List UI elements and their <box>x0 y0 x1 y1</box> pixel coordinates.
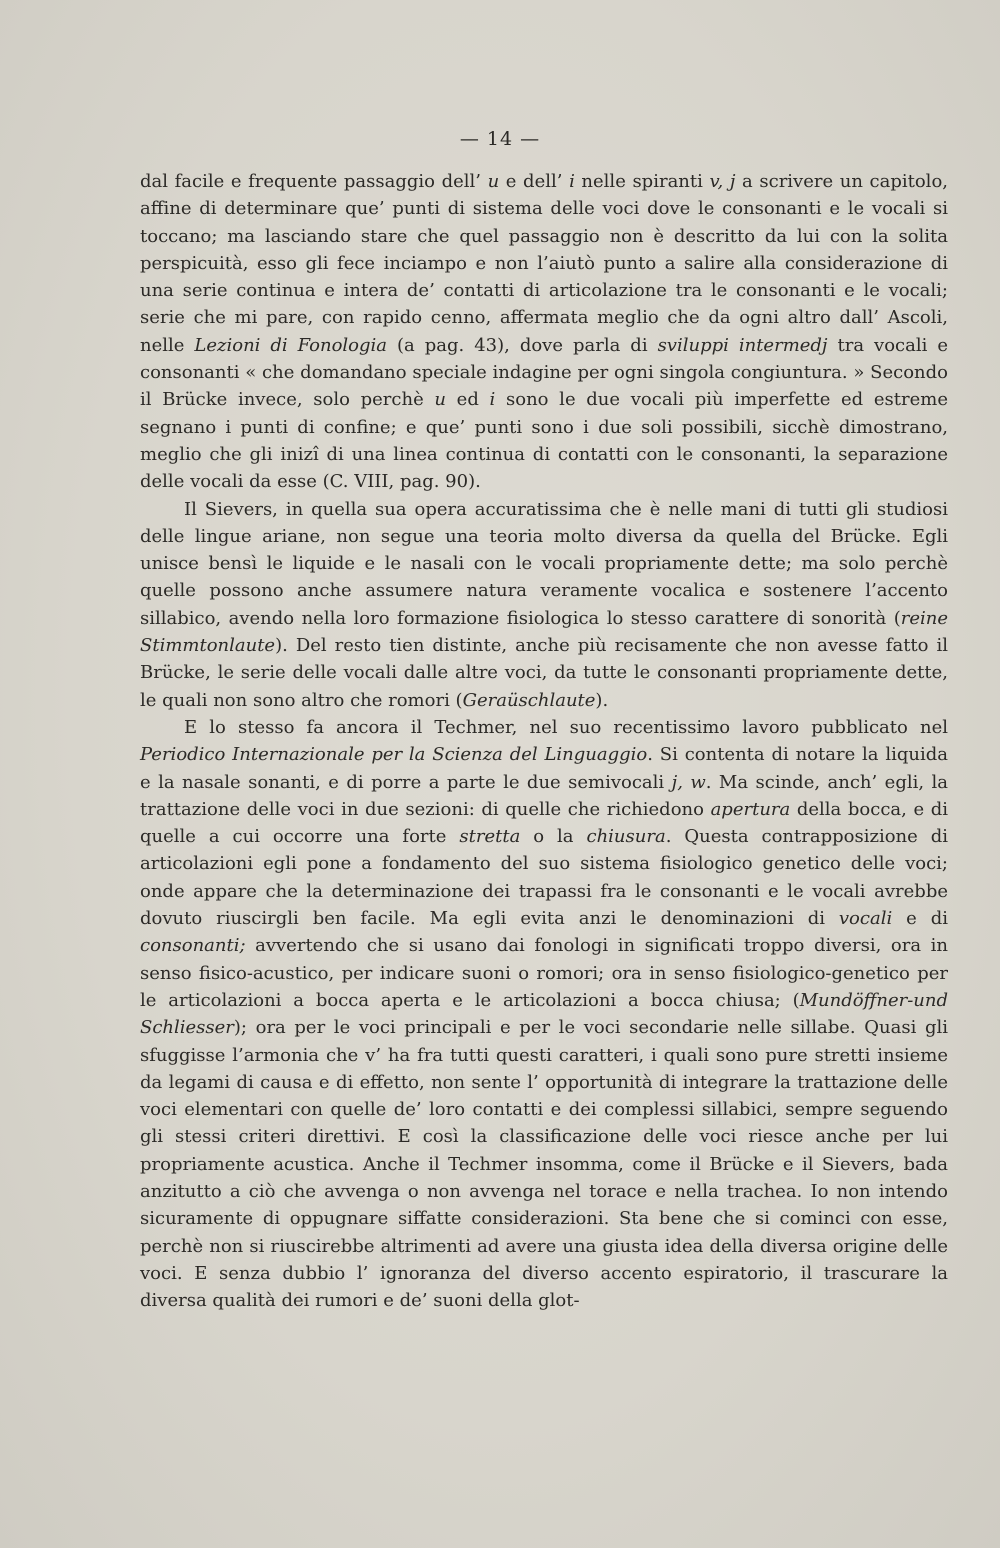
text-run: e dell’ <box>499 171 570 192</box>
italic-text: reine Stimmtonlaute <box>140 607 948 657</box>
text-run: o la <box>520 826 587 848</box>
paragraph <box>140 714 948 1315</box>
italic-text: sviluppi intermedj <box>657 334 828 356</box>
italic-text: vocali <box>838 908 893 930</box>
text-run: tra vocali e consonanti « che domandano speciale indagine per ogni singola congiuntura. » Secondo il Brücke invece, solo perchè <box>140 334 948 411</box>
paragraph <box>140 496 948 714</box>
italic-text: Geraüschlaute <box>462 689 596 711</box>
italic-text: u <box>487 171 500 192</box>
text-run: ). Del resto tien distinte, anche più recisamente che non avesse fatto il Brücke, le serie delle vocali dalle altre voci, da tutte le consonanti propriamente dette, le quali non sono altro che romori ( <box>140 635 948 711</box>
text-run: E lo stesso fa ancora il Techmer, nel suo recentissimo lavoro pubblicato nel <box>184 716 948 738</box>
text-run: sono le due vocali più imperfette ed estreme segnano i punti di confine; e que’ punti sono i due soli possibili, sicchè dimostrano, meglio che gli inizî di una linea continua di contatti con le consonanti, la separazione delle vocali da esse (C. VIII, pag. 90). <box>140 389 948 493</box>
italic-text: Lezioni di Fonologia <box>194 334 388 356</box>
italic-text: Periodico Internazionale per la Scienza del Linguaggio <box>140 744 648 766</box>
italic-text: apertura <box>710 798 791 820</box>
text-run: nelle spiranti <box>574 171 710 192</box>
text-run: a scrivere un capitolo, affine di determinare que’ punti di sistema delle voci dove le consonanti e le vocali si toccano; ma lasciando stare che quel passaggio non è descritto da lui con la solita perspicuità, esso gli fece inciampo e non l’aiutò punto a salire alla considerazione di una serie continua e intera de’ contatti di articolazione tra le consonanti e le vocali; serie che mi pare, con rapido cenno, affermata meglio che da ogni altro dall’ Ascoli, nelle <box>140 171 948 356</box>
page-number: — 14 — <box>459 128 541 150</box>
italic-text: chiusura <box>586 826 666 848</box>
text-run: . Si contenta di notare la liquida e la nasale sonanti, e di porre a parte le due semivocali <box>140 744 948 793</box>
text-run: (a pag. 43), dove parla di <box>387 334 658 356</box>
text-run: della bocca, e di quelle a cui occorre una forte <box>140 798 949 848</box>
italic-text: stretta <box>459 826 521 848</box>
italic-text: consonanti; <box>140 935 246 957</box>
text-run: ). <box>595 689 609 711</box>
text-run: avvertendo che si usano dai fonologi in significati troppo diversi, ora in senso fisico-acustico, per indicare suoni o romori; ora in senso fisiologico-genetico per le articolazioni a bocca aperta e le articolazioni a bocca chiusa; ( <box>140 935 948 1011</box>
italic-text: i <box>569 171 575 192</box>
paragraph <box>140 168 948 496</box>
text-run: Il Sievers, in quella sua opera accuratissima che è nelle mani di tutti gli studiosi delle lingue ariane, non segue una teoria molto diversa da quella del Brücke. Egli unisce bensì le liquide e le nasali con le vocali propriamente dette; ma solo perchè quelle possono anche assumere natura veramente vocalica e sostenere l’accento sillabico, avendo nella loro formazione fisiologica lo stesso carattere di sonorità ( <box>140 498 948 629</box>
italic-text: v, j <box>709 171 736 192</box>
text-run: . Questa contrapposizione di articolazioni egli pone a fondamento del suo sistema fisiologico genetico delle voci; onde appare che la determinazione dei trapassi fra le consonanti e le vocali avrebbe dovuto riuscirgli ben facile. Ma egli evita anzi le denominazioni di <box>140 826 949 930</box>
italic-text: Mundöffner-und Schliesser <box>140 989 948 1039</box>
italic-text: u <box>434 389 446 411</box>
text-run: . Ma scinde, anch’ egli, la trattazione delle voci in due sezioni: di quelle che richiedono <box>140 771 948 820</box>
italic-text: i <box>489 389 496 411</box>
text-body <box>140 168 948 1314</box>
text-run: dal facile e frequente passaggio dell’ <box>140 171 488 192</box>
italic-text: j, w <box>671 771 706 793</box>
text-run: ed <box>446 389 490 411</box>
text-run: ); ora per le voci principali e per le voci secondarie nelle sillabe. Quasi gli sfuggisse l’armonia che v’ ha fra tutti questi caratteri, i quali sono pure stretti insieme da legami di causa e di effetto, non sente l’ opportunità di integrare la trattazione delle voci elementari con quelle de’ loro contatti e dei complessi sillabici, sempre seguendo gli stessi criteri direttivi. E così la classificazione delle voci riesce anche per lui propriamente acustica. Anche il Techmer insomma, come il Brücke e il Sievers, bada anzitutto a ciò che avvenga o non avvenga nel torace e nella trachea. Io non intendo sicuramente di oppugnare siffatte considerazioni. Sta bene che si cominci con esse, perchè non si riuscirebbe altrimenti ad avere una giusta idea della diversa origine delle voci. E senza dubbio l’ ignoranza del diverso accento espiratorio, il trascurare la diversa qualità dei rumori e de’ suoni della glot- <box>140 1017 948 1312</box>
text-run: e di <box>892 908 948 930</box>
